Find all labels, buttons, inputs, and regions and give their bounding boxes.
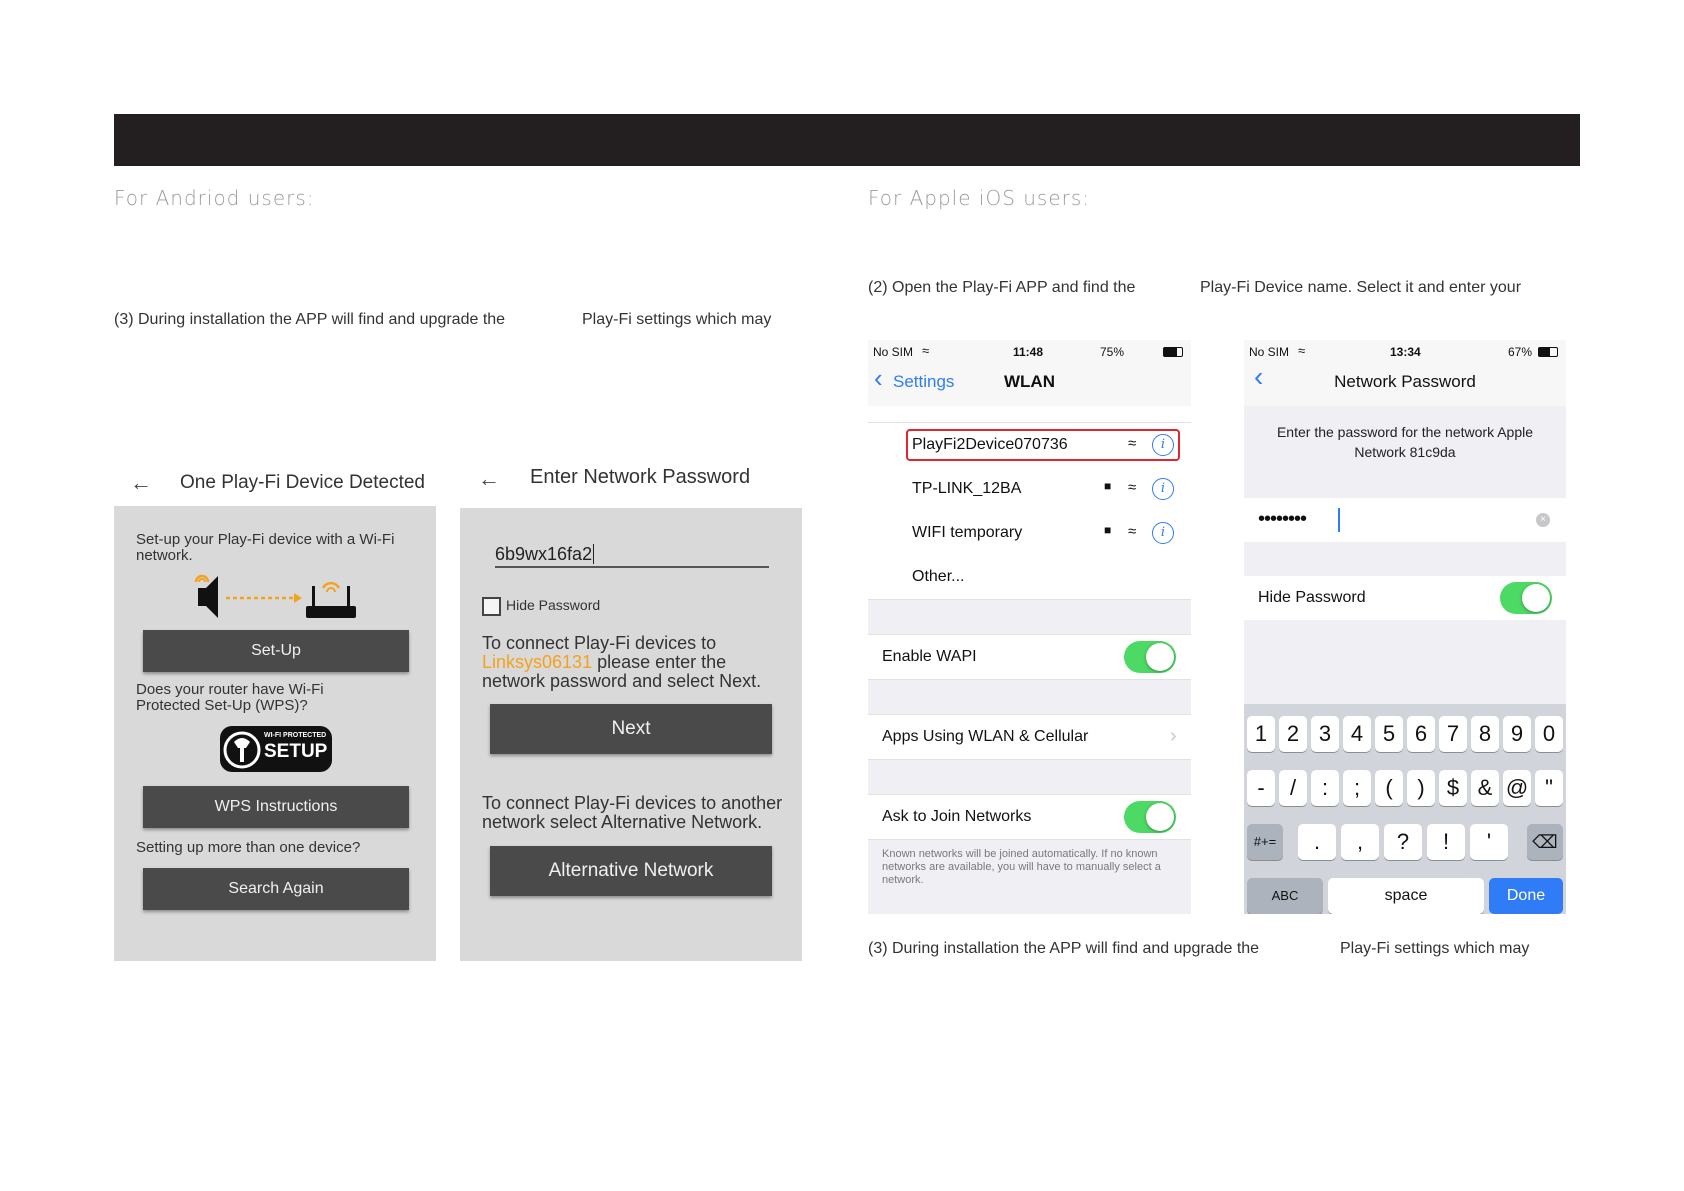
keyboard-key[interactable]: 9: [1503, 716, 1531, 752]
network-name: Linksys06131: [482, 652, 593, 672]
hide-password-toggle[interactable]: [1500, 582, 1552, 614]
keyboard-key[interactable]: :: [1311, 770, 1339, 806]
android-screen1-panel: [114, 506, 436, 961]
keyboard-key[interactable]: 3: [1311, 716, 1339, 752]
symbols-toggle-key[interactable]: #+=: [1247, 824, 1283, 860]
search-again-button[interactable]: Search Again: [143, 868, 409, 910]
network-password-input[interactable]: 6b9wx16fa2: [495, 544, 769, 568]
done-key[interactable]: Done: [1489, 878, 1563, 914]
speaker-to-router-illustration: [192, 572, 362, 622]
setup-button[interactable]: Set-Up: [143, 630, 409, 672]
keyboard-key[interactable]: ;: [1343, 770, 1371, 806]
keyboard-key[interactable]: 6: [1407, 716, 1435, 752]
network-name: PlayFi2Device070736: [912, 436, 1068, 453]
wps-instructions-button[interactable]: WPS Instructions: [143, 786, 409, 828]
android-section-heading: For Andriod users:: [114, 186, 315, 210]
enable-wapi-toggle[interactable]: [1124, 641, 1176, 673]
battery-percent: 67%: [1508, 345, 1533, 359]
wifi-signal-icon: ≈: [1128, 523, 1137, 540]
network-list-top: [868, 406, 1191, 423]
speaker-icon: [196, 576, 218, 618]
password-prompt-text: Enter the password for the network Apple Network 81c9da: [1276, 424, 1534, 460]
space-key[interactable]: space: [1328, 878, 1484, 914]
back-chevron-icon[interactable]: ‹: [1254, 361, 1264, 392]
battery-percent: 75%: [1100, 345, 1125, 359]
ios-wlan-navbar: [868, 340, 1191, 407]
hide-password-checkbox[interactable]: [482, 597, 501, 616]
hide-password-label: Hide Password: [1258, 589, 1366, 606]
keyboard-key[interactable]: !: [1427, 824, 1465, 860]
chevron-right-icon: ›: [1170, 725, 1177, 747]
keyboard-key[interactable]: ': [1470, 824, 1508, 860]
other-network-row[interactable]: [868, 555, 1191, 600]
android-screen1-title: One Play-Fi Device Detected: [180, 472, 425, 493]
back-chevron-icon[interactable]: ‹: [874, 363, 883, 393]
keyboard-key[interactable]: 2: [1279, 716, 1307, 752]
keyboard-key[interactable]: 4: [1343, 716, 1371, 752]
known-networks-footnote: Known networks will be joined automatically. If no known networks are available, you will have to manually select a network.: [882, 848, 1161, 886]
keyboard-row-numbers: [1247, 716, 1563, 752]
info-icon[interactable]: i: [1152, 434, 1174, 456]
other-network-label: Other...: [912, 568, 965, 585]
hide-password-label: Hide Password: [506, 597, 601, 613]
text-cursor: [1338, 508, 1340, 532]
android-screen2-panel: [460, 508, 802, 961]
carrier-label: No SIM: [1249, 345, 1290, 359]
battery-icon: [1538, 347, 1558, 357]
ios-step3-caption-a: (3) During installation the APP will find and upgrade the: [868, 940, 1260, 957]
router-icon: [306, 583, 356, 618]
keyboard-row-symbols: [1247, 770, 1563, 806]
clear-text-icon[interactable]: ×: [1536, 513, 1550, 527]
ios-step2-caption-a: (2) Open the Play-Fi APP and find the: [868, 279, 1136, 296]
numeric-keyboard: [1244, 704, 1566, 914]
status-time: 11:48: [1013, 345, 1044, 359]
enable-wapi-label: Enable WAPI: [882, 648, 977, 665]
network-row-tplink[interactable]: [868, 467, 1191, 512]
battery-icon: [1163, 347, 1183, 357]
ask-to-join-row: [868, 794, 1191, 840]
ask-to-join-label: Ask to Join Networks: [882, 808, 1032, 825]
info-icon[interactable]: i: [1152, 478, 1174, 500]
settings-back-link[interactable]: Settings: [893, 372, 955, 391]
apps-using-wlan-row[interactable]: [868, 714, 1191, 760]
keyboard-key[interactable]: (: [1375, 770, 1403, 806]
connect-instructions-text: To connect Play-Fi devices to Linksys06131 please enter the network password and select Next.: [482, 633, 762, 691]
wps-question-text: Does your router have Wi-Fi Protected Set-Up (WPS)?: [136, 681, 324, 714]
android-step3-caption-a: (3) During installation the APP will find and upgrade the: [114, 311, 506, 328]
hide-password-row: [1244, 576, 1566, 620]
ios-network-password-screen: [1244, 340, 1566, 914]
apps-using-label: Apps Using WLAN & Cellular: [882, 728, 1089, 745]
status-time: 13:34: [1390, 345, 1421, 359]
wps-lock-icon: [222, 728, 262, 770]
network-row-playfi[interactable]: [868, 423, 1191, 468]
keyboard-key[interactable]: $: [1439, 770, 1467, 806]
keyboard-key[interactable]: ": [1535, 770, 1563, 806]
keyboard-key[interactable]: .: [1298, 824, 1336, 860]
wifi-status-icon: ≈: [922, 343, 930, 358]
keyboard-key[interactable]: ?: [1384, 824, 1422, 860]
keyboard-key[interactable]: 5: [1375, 716, 1403, 752]
wifi-signal-icon: ≈: [1128, 435, 1137, 452]
wps-logo: WI-FI PROTECTED SETUP: [220, 726, 332, 772]
keyboard-row-punctuation: [1298, 824, 1508, 860]
keyboard-key[interactable]: /: [1279, 770, 1307, 806]
network-row-wifi-temporary[interactable]: [868, 511, 1191, 556]
password-masked-value: ••••••••: [1258, 508, 1307, 530]
keyboard-key[interactable]: 7: [1439, 716, 1467, 752]
network-password-title: Network Password: [1334, 372, 1476, 391]
android-step3-caption-b: Play-Fi settings which may: [582, 311, 772, 328]
keyboard-key[interactable]: ,: [1341, 824, 1379, 860]
network-name: WIFI temporary: [912, 524, 1023, 541]
ask-to-join-toggle[interactable]: [1124, 801, 1176, 833]
back-arrow-icon[interactable]: ←: [478, 466, 500, 491]
header-bar: [114, 114, 1580, 166]
more-devices-text: Setting up more than one device?: [136, 839, 361, 856]
wlan-title: WLAN: [1004, 372, 1055, 391]
carrier-label: No SIM: [873, 345, 914, 359]
keyboard-key[interactable]: ): [1407, 770, 1435, 806]
info-icon[interactable]: i: [1152, 522, 1174, 544]
wifi-signal-icon: ≈: [1128, 479, 1137, 496]
keyboard-key[interactable]: 1: [1247, 716, 1275, 752]
backspace-icon[interactable]: ⌫: [1527, 824, 1563, 860]
ios-section-heading: For Apple iOS users:: [868, 186, 1091, 210]
setup-intro-text: Set-up your Play-Fi device with a Wi-Fi network.: [136, 531, 395, 564]
keyboard-key[interactable]: &: [1471, 770, 1499, 806]
abc-key[interactable]: ABC: [1247, 878, 1323, 914]
wifi-status-icon: ≈: [1298, 343, 1306, 358]
alternative-network-text: To connect Play-Fi devices to another network select Alternative Network.: [482, 793, 783, 832]
lock-icon: ■: [1104, 479, 1112, 493]
ios-step3-caption-b: Play-Fi settings which may: [1340, 940, 1530, 957]
ios-step2-caption-b: Play-Fi Device name. Select it and enter your: [1200, 279, 1522, 296]
lock-icon: ■: [1104, 523, 1112, 537]
back-arrow-icon[interactable]: ←: [130, 470, 152, 495]
keyboard-key[interactable]: @: [1503, 770, 1531, 806]
ios-wlan-screen: [868, 340, 1191, 914]
keyboard-key[interactable]: -: [1247, 770, 1275, 806]
alternative-network-button[interactable]: Alternative Network: [490, 846, 772, 896]
next-button[interactable]: Next: [490, 704, 772, 754]
ios-password-navbar: [1244, 340, 1566, 406]
keyboard-key[interactable]: 8: [1471, 716, 1499, 752]
keyboard-key[interactable]: 0: [1535, 716, 1563, 752]
android-screen2-title: Enter Network Password: [530, 466, 751, 488]
network-name: TP-LINK_12BA: [912, 480, 1022, 497]
password-field[interactable]: [1244, 498, 1566, 542]
enable-wapi-row: [868, 634, 1191, 680]
